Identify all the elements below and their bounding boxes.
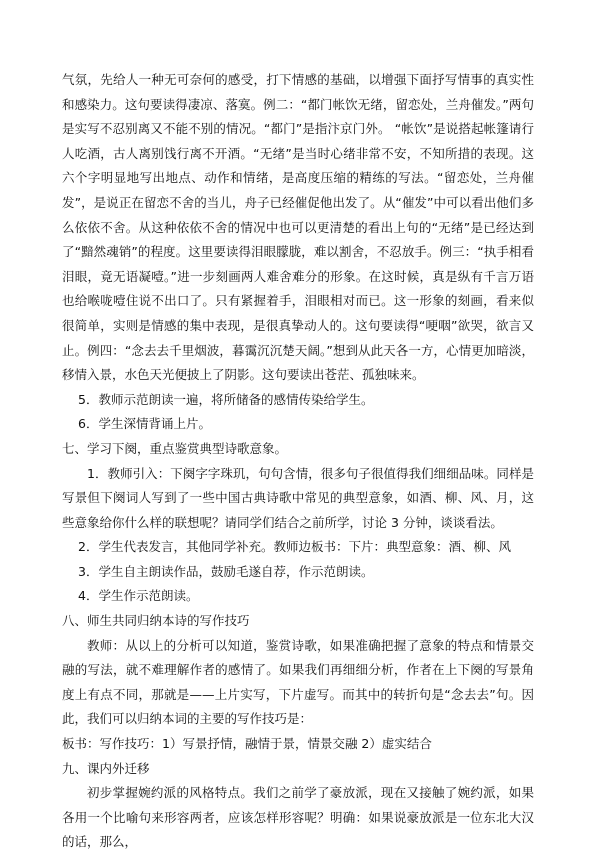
step-7-1: 1．教师引入：下阕字字珠玑，句句含情，很多句子很值得我们细细品味。同样是写景但下阕词人写到了一些中国古典诗歌中常见的典型意象，如酒、柳、风、月，这些意象给你什么样的联想呢？请同学们结合之前所学，讨论 3 分钟，谈谈看法。 (62, 465, 534, 530)
section-heading-8: 八、师生共同归纳本诗的写作技巧 (62, 613, 250, 629)
transfer-paragraph: 初步掌握婉约派的风格特点。我们之前学了豪放派，现在又接触了婉约派，如果各用一个比喻句来形容两者，应该怎样形容呢？明确：如果说豪放派是一位东北大汉的话，那么， (62, 785, 534, 850)
step-6: 6．学生深情背诵上片。 (78, 416, 211, 432)
step-5: 5．教师示范朗读一遍，将所储备的感情传染给学生。 (78, 391, 374, 407)
step-7-4: 4．学生作示范朗读。 (78, 588, 199, 604)
step-7-2: 2．学生代表发言，其他同学补充。教师边板书：下片：典型意象：酒、柳、风 (78, 539, 511, 555)
section-heading-9: 九、课内外迁移 (62, 760, 150, 776)
teacher-summary-paragraph: 教师：从以上的分析可以知道，鉴赏诗歌，如果准确把握了意象的特点和情景交融的写法，就不难理解作者的感情了。如果我们再细细分析，作者在上下阕的写景角度上有点不同，那就是——上片实写，下片虚写。而其中的转折句是“念去去”句。因此，我们可以归纳本词的主要的写作技巧是： (62, 637, 534, 727)
section-heading-7: 七、学习下阕，重点鉴赏典型诗歌意象。 (62, 440, 288, 456)
document-body (62, 68, 534, 855)
step-7-3: 3．学生自主朗读作品，鼓励毛遂自荐，作示范朗读。 (78, 563, 374, 579)
blackboard-note: 板书：写作技巧：1）写景抒情，融情于景，情景交融 2）虚实结合 (62, 736, 432, 752)
analysis-paragraph: 气氛，先给人一种无可奈何的感受，打下情感的基础，以增强下面抒写情事的真实性和感染力。这句要读得凄凉、落寞。例二：“都门帐饮无绪，留恋处，兰舟催发。”两句是实写不忍别离又不能不别的情况。“都门”是指汴京门外。 “帐饮”是说搭起帐篷请行人吃酒，古人离别饯行离不开酒。“无绪”是当时心绪非常不安，不知所措的表现。这六个字明显地写出地点、动作和情绪，是高度压缩的精练的写法。“留恋处，兰舟催发”，是说正在留恋不舍的当儿，舟子已经催促他出发了。从“催发”中可以看出他们多么依依不舍。从这种依依不舍的情况中也可以更清楚的看出上句的“无绪”是已经达到了“黯然魂销”的程度。这里要读得泪眼朦胧，难以割舍，不忍放手。例三：“执手相看泪眼，竟无语凝噎。”进一步刻画两人难舍难分的形象。在这时候，真是纵有千言万语也给喉咙噎住说不出口了。只有紧握着手，泪眼相对而已。这一形象的刻画，看来似很简单，实则是情感的集中表现，是很真挚动人的。这句要读得“哽咽”欲哭，欲言又止。例四：“念去去千里烟波，暮霭沉沉楚天阔。”想到从此天各一方，心情更加暗淡，移情入景，水色天光便披上了阴影。这句要读出苍茫、孤独味来。 (62, 72, 534, 383)
